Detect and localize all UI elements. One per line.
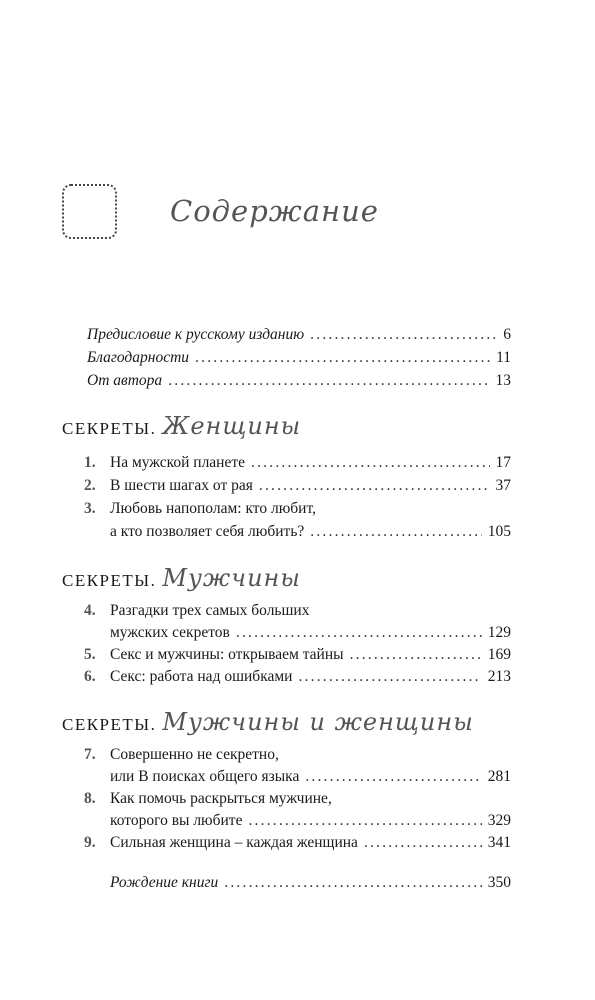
leader-dots bbox=[195, 347, 490, 369]
toc-entry-page: 169 bbox=[487, 646, 511, 663]
chapter-number: 2. bbox=[84, 477, 96, 494]
chapter-number: 4. bbox=[84, 602, 96, 619]
chapter-number: 3. bbox=[84, 500, 96, 517]
section-prefix: СЕКРЕТЫ. bbox=[62, 715, 157, 734]
toc-entry-title: Как помочь раскрыться мужчине, bbox=[110, 790, 332, 807]
toc-chapter-7-cont[interactable] bbox=[110, 766, 511, 788]
toc-entry-title-cont: мужских секретов bbox=[110, 624, 230, 641]
toc-entry-preface[interactable] bbox=[87, 324, 511, 346]
section-name: Женщины bbox=[162, 412, 302, 440]
leader-dots bbox=[305, 766, 481, 788]
toc-entry-title: Рождение книги bbox=[110, 874, 219, 891]
toc-chapter-3[interactable] bbox=[84, 498, 511, 520]
chapter-number: 5. bbox=[84, 646, 96, 663]
leader-dots bbox=[310, 324, 497, 346]
toc-entry-title-cont: которого вы любите bbox=[110, 812, 243, 829]
toc-entry-title: От автора bbox=[87, 372, 163, 389]
toc-chapter-3-cont[interactable] bbox=[110, 521, 511, 543]
toc-chapter-2[interactable] bbox=[84, 475, 511, 497]
toc-entry-page: 329 bbox=[487, 812, 511, 829]
chapter-number: 8. bbox=[84, 790, 96, 807]
toc-entry-from-author[interactable] bbox=[87, 370, 511, 392]
section-prefix: СЕКРЕТЫ. bbox=[62, 571, 157, 590]
chapter-number: 7. bbox=[84, 746, 96, 763]
section-name: Мужчины bbox=[162, 564, 301, 592]
toc-chapter-9[interactable] bbox=[84, 832, 511, 854]
leader-dots bbox=[350, 644, 482, 666]
page-title: Содержание bbox=[170, 194, 379, 228]
chapter-number: 1. bbox=[84, 454, 96, 471]
leader-dots bbox=[310, 521, 481, 543]
toc-entry-title: Разгадки трех самых больших bbox=[110, 602, 310, 619]
toc-entry-page: 341 bbox=[487, 834, 511, 851]
section-heading-men-and-women bbox=[62, 708, 474, 736]
chapter-number: 9. bbox=[84, 834, 96, 851]
leader-dots bbox=[259, 475, 490, 497]
toc-entry-page: 350 bbox=[487, 874, 511, 891]
toc-entry-page: 11 bbox=[496, 349, 511, 366]
toc-entry-page: 129 bbox=[487, 624, 511, 641]
section-heading-men bbox=[62, 564, 301, 592]
toc-entry-book-birth[interactable] bbox=[110, 872, 511, 894]
toc-entry-title-cont: или В поисках общего языка bbox=[110, 768, 300, 785]
toc-entry-acknowledgements[interactable] bbox=[87, 347, 511, 369]
section-name: Мужчины и женщины bbox=[162, 708, 474, 736]
leader-dots bbox=[248, 810, 481, 832]
toc-chapter-8[interactable] bbox=[84, 788, 511, 810]
toc-chapter-8-cont[interactable] bbox=[110, 810, 511, 832]
section-prefix: СЕКРЕТЫ. bbox=[62, 419, 157, 438]
toc-entry-page: 105 bbox=[487, 523, 511, 540]
toc-entry-page: 6 bbox=[503, 326, 511, 343]
toc-entry-title: На мужской планете bbox=[110, 454, 246, 471]
toc-chapter-1[interactable] bbox=[84, 452, 511, 474]
toc-chapter-6[interactable] bbox=[84, 666, 511, 688]
toc-chapter-7[interactable] bbox=[84, 744, 511, 766]
section-heading-women bbox=[62, 412, 301, 440]
toc-entry-title: Любовь напополам: кто любит, bbox=[110, 500, 316, 517]
toc-entry-title: Благодарности bbox=[87, 349, 190, 366]
toc-chapter-4-cont[interactable] bbox=[110, 622, 511, 644]
toc-entry-title: Совершенно не секретно, bbox=[110, 746, 279, 763]
toc-entry-page: 17 bbox=[495, 454, 511, 471]
toc-entry-page: 281 bbox=[487, 768, 511, 785]
toc-entry-page: 37 bbox=[495, 477, 511, 494]
toc-entry-title: Предисловие к русскому изданию bbox=[87, 326, 305, 343]
chapter-number: 6. bbox=[84, 668, 96, 685]
leader-dots bbox=[224, 872, 481, 894]
toc-entry-title: Сильная женщина – каждая женщина bbox=[110, 834, 358, 851]
toc-entry-title: В шести шагах от рая bbox=[110, 477, 253, 494]
leader-dots bbox=[168, 370, 489, 392]
toc-entry-page: 13 bbox=[495, 372, 511, 389]
toc-entry-title: Секс и мужчины: открываем тайны bbox=[110, 646, 344, 663]
toc-chapter-4[interactable] bbox=[84, 600, 511, 622]
leader-dots bbox=[364, 832, 482, 854]
leader-dots bbox=[298, 666, 481, 688]
toc-entry-page: 213 bbox=[487, 668, 511, 685]
leader-dots bbox=[251, 452, 489, 474]
leader-dots bbox=[236, 622, 482, 644]
toc-chapter-5[interactable] bbox=[84, 644, 511, 666]
decorative-frame bbox=[62, 184, 117, 239]
toc-entry-title: Секс: работа над ошибками bbox=[110, 668, 293, 685]
toc-entry-title-cont: а кто позволяет себя любить? bbox=[110, 523, 305, 540]
